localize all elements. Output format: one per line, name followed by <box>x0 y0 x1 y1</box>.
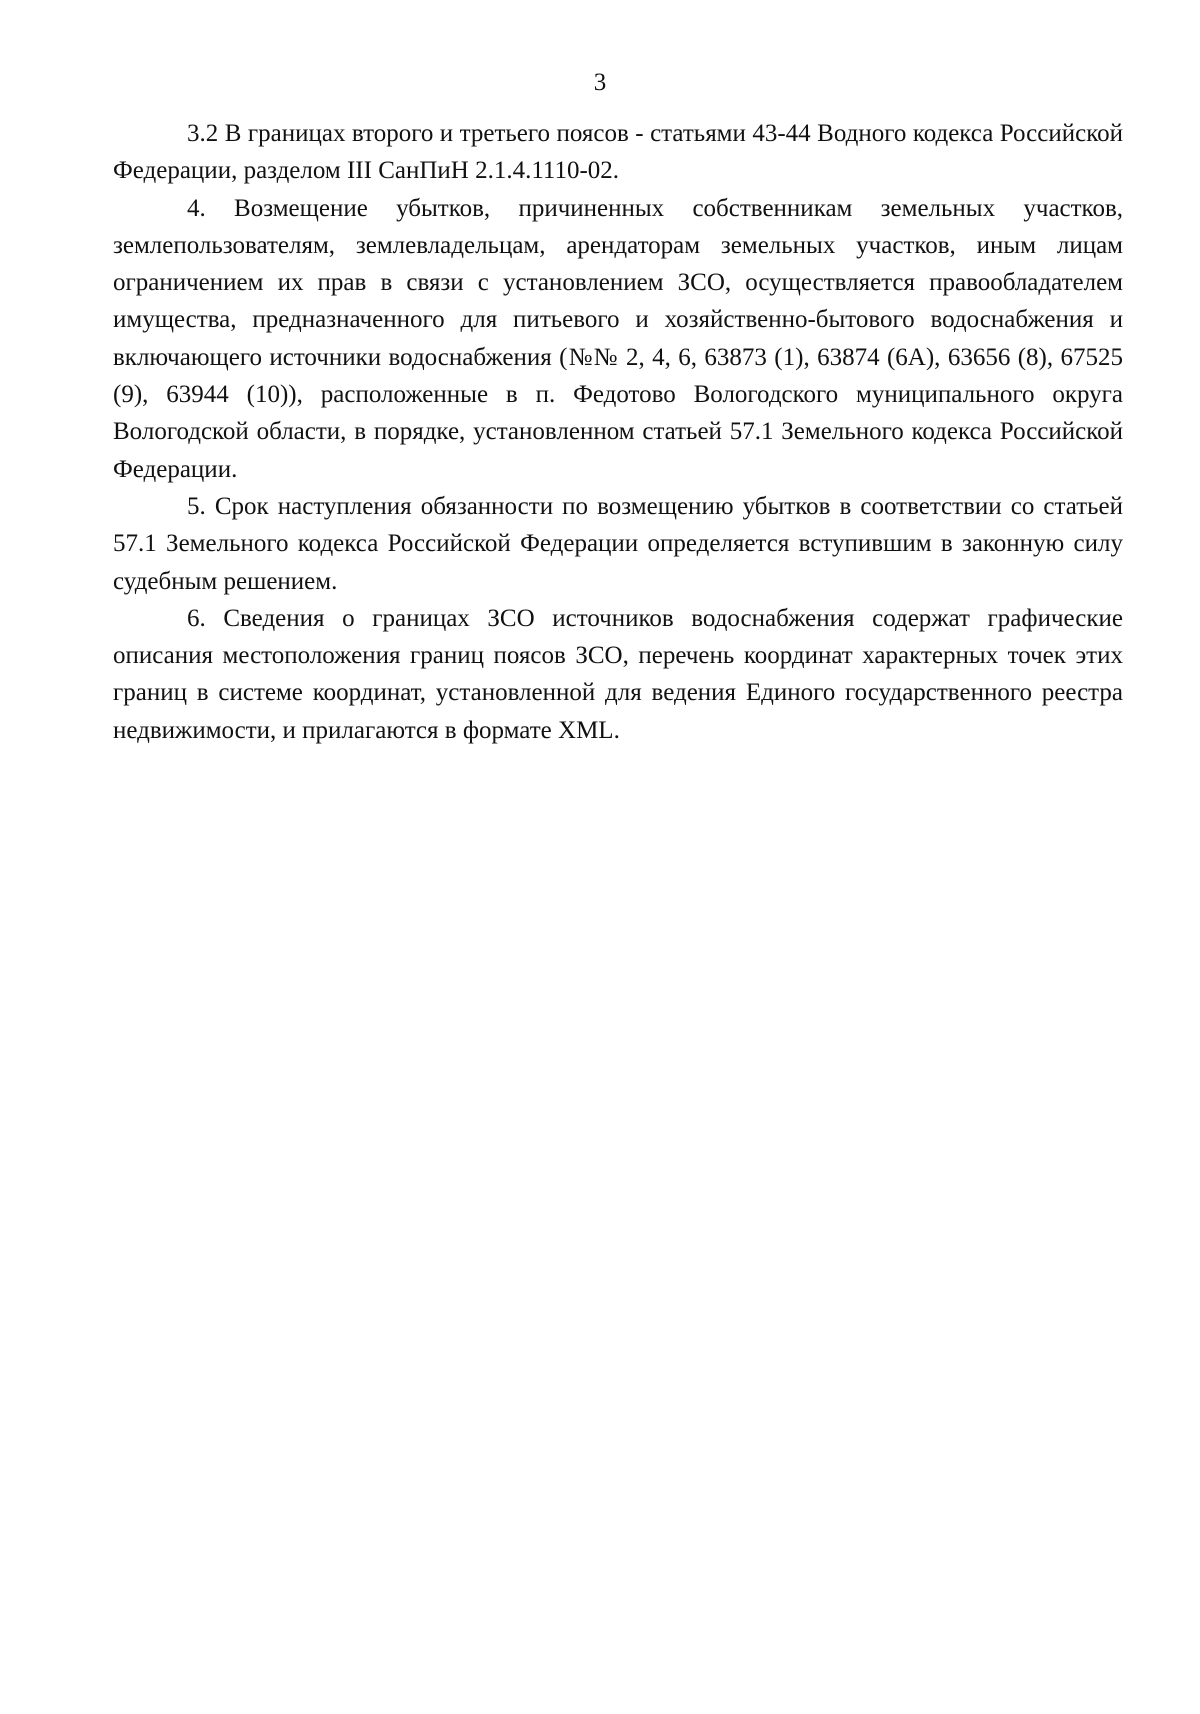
document-body <box>113 115 1123 749</box>
page-number: 3 <box>593 69 607 96</box>
paragraph-4: 4. Возмещение убытков, причиненных собственникам земельных участков, землепользователям, землевладельцам, арендаторам земельных участков, иным лицам ограничением их прав в связи с установлением ЗСО, осуществляется правообладателем имущества, предназначенного для питьевого и хозяйственно-бытового водоснабжения и включающего источники водоснабжения (№№ 2, 4, 6, 63873 (1), 63874 (6А), 63656 (8), 67525 (9), 63944 (10)), расположенные в п. Федотово Вологодского муниципального округа Вологодской области, в порядке, установленном статьей 57.1 Земельного кодекса Российской Федерации. <box>113 194 1123 483</box>
paragraph-3-2: 3.2 В границах второго и третьего поясов - статьями 43-44 Водного кодекса Российской Федерации, разделом III СанПиН 2.1.4.1110-02. <box>113 120 1123 185</box>
paragraph-6: 6. Сведения о границах ЗСО источников водоснабжения содержат графические описания местоположения границ поясов ЗСО, перечень координат характерных точек этих границ в системе координат, установленной для ведения Единого государственного реестра недвижимости, и прилагаются в формате XML. <box>113 604 1123 744</box>
paragraph-5: 5. Срок наступления обязанности по возмещению убытков в соответствии со статьей 57.1 Земельного кодекса Российской Федерации определяется вступившим в законную силу судебным решением. <box>113 492 1123 595</box>
